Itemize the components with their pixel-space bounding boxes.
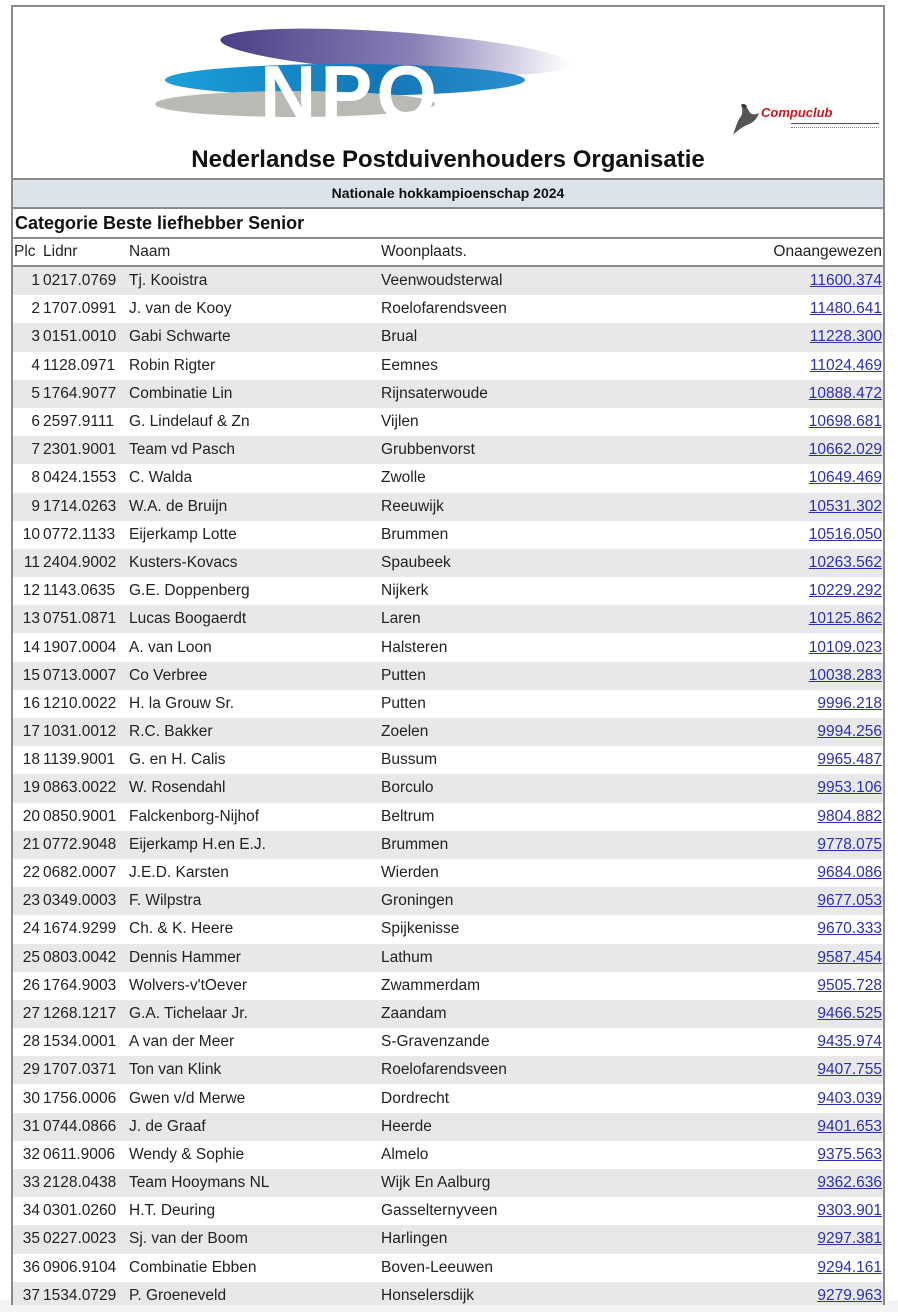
col-header-onaangewezen: Onaangewezen (681, 239, 883, 266)
cell-naam: Kusters-Kovacs (129, 549, 381, 577)
cell-onaangewezen (681, 1197, 883, 1225)
cell-naam: Team Hooymans NL (129, 1169, 381, 1197)
cell-plc: 3 (13, 323, 40, 351)
cell-onaangewezen (681, 690, 883, 718)
points-link[interactable]: 9996.218 (817, 694, 882, 712)
table-row (13, 352, 883, 380)
cell-woonplaats: Nijkerk (381, 582, 429, 600)
table-row (13, 1254, 883, 1282)
cell-plc: 2 (31, 300, 40, 318)
points-link[interactable]: 9466.525 (817, 1004, 882, 1022)
cell-naam: G. Lindelauf & Zn (129, 413, 250, 431)
cell-plc: 7 (13, 436, 40, 464)
table-row (13, 1028, 883, 1056)
cell-plc: 25 (13, 944, 40, 972)
cell-lidnr: 0906.9104 (43, 1258, 117, 1276)
cell-naam: F. Wilpstra (129, 887, 381, 915)
cell-woonplaats: Brummen (381, 525, 449, 543)
cell-onaangewezen (681, 1028, 883, 1056)
cell-lidnr: 0772.1133 (43, 525, 116, 543)
points-link[interactable]: 9670.333 (817, 920, 882, 938)
cell-lidnr: 2301.9001 (40, 436, 129, 464)
cell-onaangewezen (681, 352, 883, 380)
cell-lidnr: 0744.0866 (40, 1113, 129, 1141)
cell-onaangewezen (681, 464, 883, 492)
cell-woonplaats: S-Gravenzande (381, 1033, 490, 1051)
cell-plc: 14 (22, 638, 40, 656)
cell-naam: H.T. Deuring (129, 1202, 216, 1220)
results-table (13, 239, 883, 1305)
cell-woonplaats: Boven-Leeuwen (381, 1258, 494, 1276)
cell-lidnr: 0217.0769 (40, 266, 129, 295)
cell-woonplaats: Halsteren (381, 638, 448, 656)
col-header-woonplaats: Woonplaats. (381, 239, 681, 266)
cell-woonplaats: Harlingen (381, 1225, 681, 1253)
table-row (13, 887, 883, 915)
cell-onaangewezen (681, 633, 883, 661)
cell-lidnr: 1674.9299 (43, 920, 117, 938)
cell-onaangewezen (681, 1254, 883, 1282)
cell-lidnr: 1764.9077 (40, 380, 129, 408)
points-link[interactable]: 9303.901 (817, 1202, 882, 1220)
cell-onaangewezen (681, 605, 883, 633)
cell-lidnr: 0772.9048 (40, 831, 129, 859)
cell-lidnr: 0850.9001 (43, 807, 117, 825)
cell-lidnr: 1756.0006 (43, 1089, 117, 1107)
cell-onaangewezen (681, 944, 883, 972)
cell-woonplaats: Roelofarendsveen (381, 300, 507, 318)
cell-onaangewezen (681, 803, 883, 831)
cell-lidnr: 0803.0042 (40, 944, 129, 972)
cell-woonplaats: Vijlen (381, 413, 419, 431)
table-row (13, 746, 883, 774)
points-link[interactable]: 9294.161 (817, 1258, 882, 1276)
cell-lidnr: 1764.9003 (43, 976, 117, 994)
cell-woonplaats: Zwammerdam (381, 976, 481, 994)
table-row (13, 831, 883, 859)
points-link[interactable]: 10125.862 (808, 610, 882, 628)
cell-naam: Co Verbree (129, 662, 381, 690)
cell-onaangewezen (681, 1084, 883, 1112)
cell-onaangewezen (681, 718, 883, 746)
cell-onaangewezen (681, 1056, 883, 1084)
cell-lidnr: 0863.0022 (40, 774, 129, 802)
cell-plc: 22 (22, 864, 40, 882)
points-link[interactable]: 9587.454 (817, 948, 882, 966)
table-row (13, 408, 883, 436)
cell-lidnr: 1210.0022 (43, 694, 117, 712)
points-link[interactable]: 11600.374 (809, 272, 882, 290)
cell-woonplaats: Brual (381, 323, 681, 351)
table-row (13, 1056, 883, 1084)
cell-woonplaats: Eemnes (381, 356, 438, 374)
cell-woonplaats: Wijk En Aalburg (381, 1169, 681, 1197)
cell-woonplaats: Bussum (381, 751, 437, 769)
cell-woonplaats: Putten (381, 694, 426, 712)
table-row (13, 266, 883, 295)
cell-woonplaats: Grubbenvorst (381, 436, 681, 464)
cell-plc: 36 (22, 1258, 40, 1276)
points-link[interactable]: 10888.472 (808, 384, 882, 402)
cell-onaangewezen (681, 1000, 883, 1028)
cell-lidnr: 2597.9111 (43, 413, 114, 431)
table-row (13, 859, 883, 887)
cell-lidnr: 1707.0371 (40, 1056, 129, 1084)
cell-onaangewezen (681, 380, 883, 408)
cell-lidnr: 0151.0010 (40, 323, 129, 351)
cell-naam: G.E. Doppenberg (129, 582, 250, 600)
table-row (13, 549, 883, 577)
cell-lidnr: 1714.0263 (40, 493, 129, 521)
cell-lidnr: 1534.0729 (40, 1282, 129, 1305)
cell-onaangewezen (681, 323, 883, 351)
cell-woonplaats: Wierden (381, 864, 439, 882)
cell-naam: G.A. Tichelaar Jr. (129, 1000, 381, 1028)
col-header-plc: Plc (13, 239, 40, 266)
cell-plc: 12 (22, 582, 40, 600)
cell-lidnr: 0751.0871 (40, 605, 129, 633)
cell-plc: 29 (13, 1056, 40, 1084)
points-link[interactable]: 9684.086 (817, 864, 882, 882)
cell-naam: W. Rosendahl (129, 774, 381, 802)
cell-onaangewezen (681, 746, 883, 774)
points-link[interactable]: 11480.641 (809, 300, 882, 318)
points-link[interactable]: 9375.563 (817, 1145, 882, 1163)
cell-plc: 9 (13, 493, 40, 521)
cell-naam: J. de Graaf (129, 1113, 381, 1141)
cell-plc: 16 (22, 694, 40, 712)
cell-plc: 4 (31, 356, 40, 374)
cell-onaangewezen (681, 915, 883, 943)
table-row (13, 1225, 883, 1253)
cell-plc: 20 (22, 807, 40, 825)
cell-woonplaats: Roelofarendsveen (381, 1056, 681, 1084)
table-row (13, 633, 883, 661)
cell-onaangewezen (681, 1225, 883, 1253)
cell-woonplaats: Gasselternyveen (381, 1202, 498, 1220)
table-row (13, 493, 883, 521)
cell-woonplaats: Veenwoudsterwal (381, 266, 681, 295)
table-row (13, 1113, 883, 1141)
cell-lidnr: 1707.0991 (43, 300, 117, 318)
table-row (13, 577, 883, 605)
cell-naam: Sj. van der Boom (129, 1225, 381, 1253)
table-row (13, 718, 883, 746)
cell-plc: 31 (13, 1113, 40, 1141)
cell-plc: 19 (13, 774, 40, 802)
cell-woonplaats: Groningen (381, 887, 681, 915)
points-link[interactable]: 9804.882 (817, 807, 882, 825)
cell-naam: Combinatie Ebben (129, 1258, 257, 1276)
table-row (13, 1282, 883, 1305)
points-link[interactable]: 9401.653 (817, 1117, 882, 1135)
cell-naam: Tj. Kooistra (129, 266, 381, 295)
cell-onaangewezen (681, 972, 883, 1000)
competition-title: Nationale hokkampioenschap 2024 (13, 178, 883, 209)
col-header-naam: Naam (129, 239, 381, 266)
cell-lidnr: 0424.1553 (43, 469, 117, 487)
cell-naam: H. la Grouw Sr. (129, 694, 235, 712)
points-link[interactable]: 9407.755 (817, 1061, 882, 1079)
cell-woonplaats: Beltrum (381, 807, 435, 825)
table-row (13, 972, 883, 1000)
points-link[interactable]: 9965.487 (817, 751, 882, 769)
points-link[interactable]: 10649.469 (808, 469, 882, 487)
cell-onaangewezen (681, 521, 883, 549)
table-row (13, 803, 883, 831)
cell-plc: 15 (13, 662, 40, 690)
table-row (13, 690, 883, 718)
compuclub-tagline-line (791, 123, 879, 128)
cell-onaangewezen (681, 774, 883, 802)
cell-onaangewezen (681, 408, 883, 436)
category-title: Categorie Beste liefhebber Senior (13, 209, 883, 239)
cell-onaangewezen (681, 1169, 883, 1197)
cell-plc: 13 (13, 605, 40, 633)
cell-woonplaats: Brummen (381, 831, 681, 859)
table-row (13, 1084, 883, 1112)
cell-onaangewezen (681, 266, 883, 295)
points-link[interactable]: 10662.029 (808, 441, 882, 459)
cell-naam: Gwen v/d Merwe (129, 1089, 246, 1107)
table-row (13, 774, 883, 802)
cell-naam: A van der Meer (129, 1033, 235, 1051)
cell-woonplaats: Zwolle (381, 469, 426, 487)
cell-woonplaats: Honselersdijk (381, 1282, 681, 1305)
table-header-row (13, 239, 883, 266)
table-row (13, 380, 883, 408)
points-link[interactable]: 9994.256 (817, 723, 882, 741)
table-row (13, 521, 883, 549)
cell-woonplaats: Zaandam (381, 1000, 681, 1028)
cell-naam: Combinatie Lin (129, 380, 381, 408)
points-link[interactable]: 10516.050 (808, 525, 882, 543)
cell-onaangewezen (681, 577, 883, 605)
cell-onaangewezen (681, 859, 883, 887)
cell-woonplaats: Spaubeek (381, 549, 681, 577)
cell-lidnr: 1143.0635 (43, 582, 116, 600)
cell-naam: J.E.D. Karsten (129, 864, 229, 882)
cell-naam: R.C. Bakker (129, 718, 381, 746)
cell-woonplaats: Borculo (381, 774, 681, 802)
points-link[interactable]: 9362.636 (817, 1174, 882, 1192)
points-link[interactable]: 10698.681 (808, 413, 882, 431)
cell-plc: 18 (22, 751, 40, 769)
cell-naam: Dennis Hammer (129, 944, 381, 972)
table-row (13, 323, 883, 351)
table-row (13, 1197, 883, 1225)
col-header-lidnr: Lidnr (40, 239, 129, 266)
cell-lidnr: 0682.0007 (43, 864, 117, 882)
cell-naam: Team vd Pasch (129, 436, 381, 464)
table-row (13, 1169, 883, 1197)
cell-lidnr: 1139.9001 (43, 751, 116, 769)
points-link[interactable]: 9279.963 (817, 1286, 882, 1304)
document-header (13, 7, 883, 178)
points-link[interactable]: 9403.039 (817, 1089, 882, 1107)
points-link[interactable]: 11228.300 (809, 328, 882, 346)
cell-lidnr: 2404.9002 (40, 549, 129, 577)
cell-woonplaats: Lathum (381, 944, 681, 972)
cell-onaangewezen (681, 831, 883, 859)
points-link[interactable]: 10263.562 (808, 553, 882, 571)
cell-lidnr: 1268.1217 (40, 1000, 129, 1028)
cell-plc: 37 (13, 1282, 40, 1305)
table-row (13, 1141, 883, 1169)
cell-naam: Eijerkamp Lotte (129, 525, 237, 543)
cell-onaangewezen (681, 436, 883, 464)
cell-plc: 27 (13, 1000, 40, 1028)
cell-naam: Wolvers-v'tOever (129, 976, 248, 994)
points-link[interactable]: 9297.381 (817, 1230, 882, 1248)
cell-plc: 5 (13, 380, 40, 408)
cell-woonplaats: Almelo (381, 1145, 429, 1163)
points-link[interactable]: 9435.974 (817, 1033, 882, 1051)
cell-onaangewezen (681, 493, 883, 521)
cell-lidnr: 1907.0004 (43, 638, 117, 656)
cell-plc: 21 (13, 831, 40, 859)
cell-naam: Ton van Klink (129, 1056, 381, 1084)
cell-lidnr: 0713.0007 (40, 662, 129, 690)
cell-lidnr: 2128.0438 (40, 1169, 129, 1197)
cell-naam: Falckenborg-Nijhof (129, 807, 260, 825)
npo-logo-text: NPO (260, 49, 442, 132)
cell-woonplaats: Heerde (381, 1113, 681, 1141)
cell-woonplaats: Dordrecht (381, 1089, 450, 1107)
cell-lidnr: 0611.9006 (43, 1145, 116, 1163)
table-row (13, 464, 883, 492)
cell-woonplaats: Putten (381, 662, 681, 690)
table-row (13, 915, 883, 943)
cell-plc: 8 (31, 469, 40, 487)
cell-plc: 1 (13, 266, 40, 295)
points-link[interactable]: 10038.283 (808, 666, 882, 684)
points-link[interactable]: 10229.292 (808, 582, 882, 600)
cell-lidnr: 0227.0023 (40, 1225, 129, 1253)
pigeon-icon (729, 101, 763, 137)
cell-naam: G. en H. Calis (129, 751, 226, 769)
cell-lidnr: 0301.0260 (43, 1202, 117, 1220)
cell-plc: 24 (22, 920, 40, 938)
cell-plc: 34 (22, 1202, 40, 1220)
table-row (13, 662, 883, 690)
cell-naam: J. van de Kooy (129, 300, 232, 318)
cell-onaangewezen (681, 1282, 883, 1305)
cell-onaangewezen (681, 549, 883, 577)
cell-plc: 33 (13, 1169, 40, 1197)
cell-naam: Lucas Boogaerdt (129, 605, 381, 633)
cell-naam: Wendy & Sophie (129, 1145, 245, 1163)
cell-onaangewezen (681, 662, 883, 690)
cell-woonplaats: Spijkenisse (381, 920, 460, 938)
cell-plc: 26 (22, 976, 40, 994)
table-row (13, 1000, 883, 1028)
points-link[interactable]: 9953.106 (817, 779, 882, 797)
points-link[interactable]: 9677.053 (817, 892, 882, 910)
cell-onaangewezen (681, 1113, 883, 1141)
cell-plc: 23 (13, 887, 40, 915)
cell-naam: W.A. de Bruijn (129, 493, 381, 521)
cell-woonplaats: Rijnsaterwoude (381, 380, 681, 408)
cell-onaangewezen (681, 295, 883, 323)
points-link[interactable]: 9505.728 (817, 976, 882, 994)
cell-onaangewezen (681, 887, 883, 915)
npo-logo (155, 22, 595, 132)
table-row (13, 436, 883, 464)
cell-plc: 11 (13, 549, 40, 577)
cell-lidnr: 0349.0003 (40, 887, 129, 915)
cell-plc: 32 (22, 1145, 40, 1163)
table-row (13, 605, 883, 633)
table-row (13, 944, 883, 972)
cell-plc: 10 (22, 525, 40, 543)
cell-lidnr: 1128.0971 (43, 356, 116, 374)
cell-naam: Ch. & K. Heere (129, 920, 234, 938)
cell-plc: 30 (22, 1089, 40, 1107)
compuclub-name: Compuclub (761, 105, 833, 120)
cell-lidnr: 1534.0001 (43, 1033, 117, 1051)
cell-naam: P. Groeneveld (129, 1282, 381, 1305)
cell-woonplaats: Laren (381, 605, 681, 633)
cell-onaangewezen (681, 1141, 883, 1169)
cell-naam: Robin Rigter (129, 356, 216, 374)
cell-plc: 17 (13, 718, 40, 746)
cell-naam: Gabi Schwarte (129, 323, 381, 351)
cell-plc: 35 (13, 1225, 40, 1253)
cell-woonplaats: Zoelen (381, 718, 681, 746)
points-link[interactable]: 9778.075 (817, 835, 882, 853)
cell-plc: 28 (22, 1033, 40, 1051)
organisation-title: Nederlandse Postduivenhouders Organisatie (191, 146, 705, 173)
compuclub-logo (729, 99, 885, 139)
points-link[interactable]: 10109.023 (808, 638, 882, 656)
cell-naam: C. Walda (129, 469, 193, 487)
cell-woonplaats: Reeuwijk (381, 493, 681, 521)
cell-plc: 6 (31, 413, 40, 431)
cell-lidnr: 1031.0012 (40, 718, 129, 746)
results-document (11, 5, 885, 1305)
cell-naam: Eijerkamp H.en E.J. (129, 831, 381, 859)
points-link[interactable]: 11024.469 (809, 356, 882, 374)
cell-naam: A. van Loon (129, 638, 212, 656)
table-row (13, 295, 883, 323)
points-link[interactable]: 10531.302 (808, 497, 882, 515)
